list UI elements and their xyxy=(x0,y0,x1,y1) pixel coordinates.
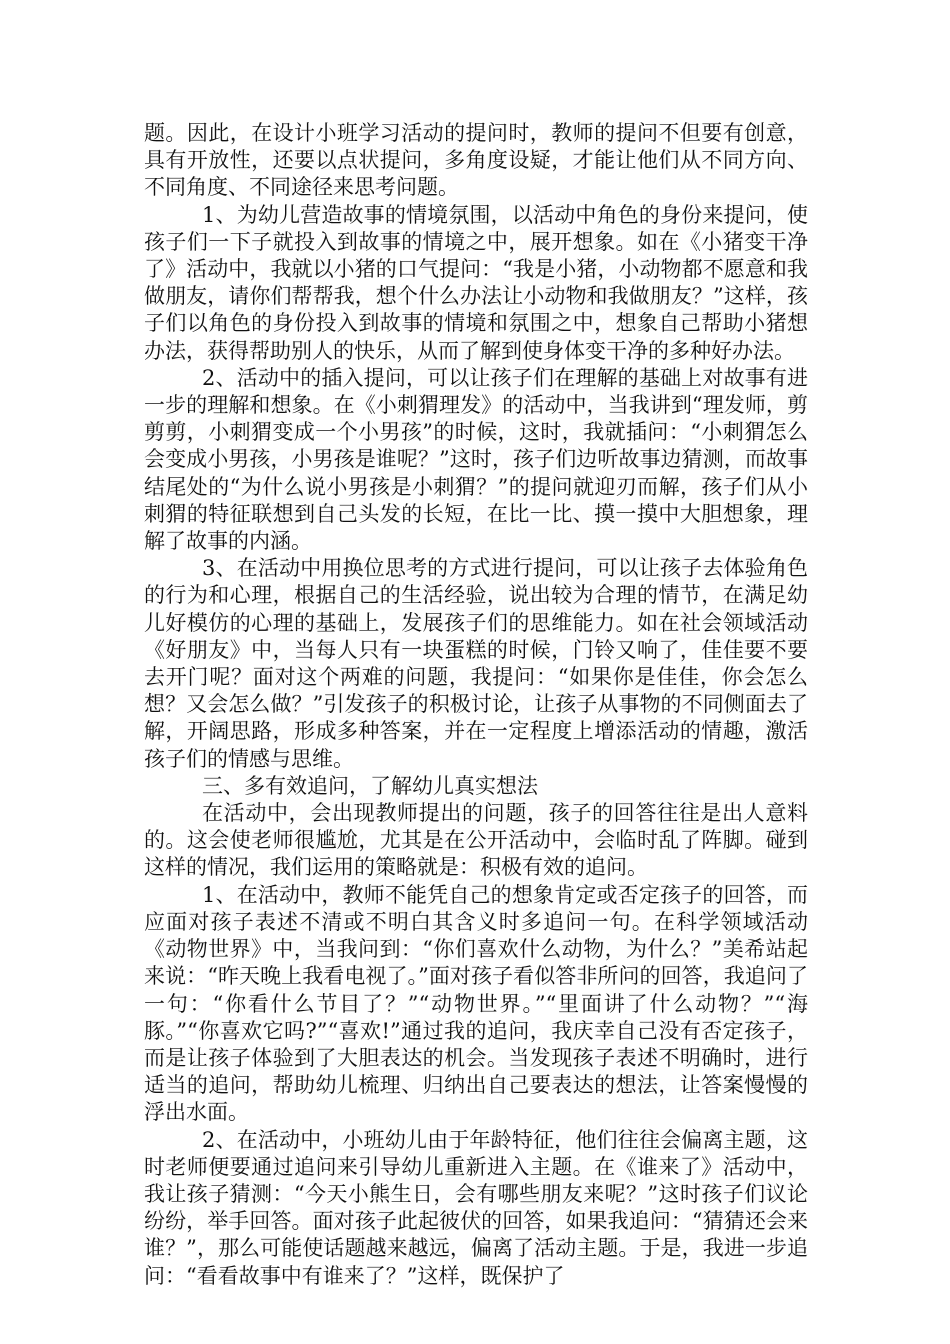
paragraph: 2、在活动中，小班幼儿由于年龄特征，他们往往会偏离主题，这时老师便要通过追问来引导幼儿重新进入主题。在《谁来了》活动中，我让孩子猜测：“今天小熊生日，会有哪些朋友来呢？”这时孩子们议论纷纷，举手回答。面对孩子此起彼伏的回答，如果我追问：“猜猜还会来谁？”，那么可能使话题越来越远，偏离了活动主题。于是，我进一步追问：“看看故事中有谁来了？”这样，既保护了 xyxy=(144,1127,808,1288)
section-heading: 三、多有效追问，了解幼儿真实想法 xyxy=(202,773,538,798)
paragraph: 1、在活动中，教师不能凭自己的想象肯定或否定孩子的回答，而应面对孩子表述不清或不明白其含义时多追问一句。在科学领域活动《动物世界》中，当我问到：“你们喜欢什么动物，为什么？”美希站起来说：“昨天晚上我看电视了。”面对孩子看似答非所问的回答，我追问了一句：“你看什么节目了？”“动物世界。”“里面讲了什么动物？”“海豚。”“你喜欢它吗?”“喜欢!”通过我的追问，我庆幸自己没有否定孩子，而是让孩子体验到了大胆表达的机会。当发现孩子表述不明确时，进行适当的追问，帮助幼儿梳理、归纳出自己要表达的想法，让答案慢慢的浮出水面。 xyxy=(144,882,808,1125)
paragraph: 在活动中，会出现教师提出的问题，孩子的回答往往是出人意料的。这会使老师很尴尬，尤其是在公开活动中，会临时乱了阵脚。碰到这样的情况，我们运用的策略就是：积极有效的追问。 xyxy=(144,801,808,880)
document-body xyxy=(144,120,808,1290)
paragraph: 3、在活动中用换位思考的方式进行提问，可以让孩子去体验角色的行为和心理，根据自己的生活经验，说出较为合理的情节，在满足幼儿好模仿的心理的基础上，发展孩子们的思维能力。如在社会领域活动《好朋友》中，当每人只有一块蛋糕的时候，门铃又响了，佳佳要不要去开门呢？面对这个两难的问题，我提问：“如果你是佳佳，你会怎么想？又会怎么做？”引发孩子的积极讨论，让孩子从事物的不同侧面去了解，开阔思路，形成多种答案，并在一定程度上增添活动的情趣，激活孩子们的情感与思维。 xyxy=(144,556,808,771)
paragraph: 1、为幼儿营造故事的情境氛围，以活动中角色的身份来提问，使孩子们一下子就投入到故事的情境之中，展开想象。如在《小猪变干净了》活动中，我就以小猪的口气提问：“我是小猪，小动物都不愿意和我做朋友，请你们帮帮我，想个什么办法让小动物和我做朋友？”这样，孩子们以角色的身份投入到故事的情境和氛围之中，想象自己帮助小猪想办法，获得帮助别人的快乐，从而了解到使身体变干净的多种好办法。 xyxy=(144,202,808,363)
paragraph: 题。因此，在设计小班学习活动的提问时，教师的提问不但要有创意，具有开放性，还要以点状提问，多角度设疑，才能让他们从不同方向、不同角度、不同途径来思考问题。 xyxy=(144,121,808,200)
paragraph: 2、活动中的插入提问，可以让孩子们在理解的基础上对故事有进一步的理解和想象。在《小刺猬理发》的活动中，当我讲到“理发师，剪剪剪，小刺猬变成一个小男孩”的时候，这时，我就插问：“小刺猬怎么会变成小男孩，小男孩是谁呢？”这时，孩子们边听故事边猜测，而故事结尾处的“为什么说小男孩是小刺猬？”的提问就迎刃而解，孩子们从小刺猬的特征联想到自己头发的长短，在比一比、摸一摸中大胆想象，理解了故事的内涵。 xyxy=(144,365,808,554)
